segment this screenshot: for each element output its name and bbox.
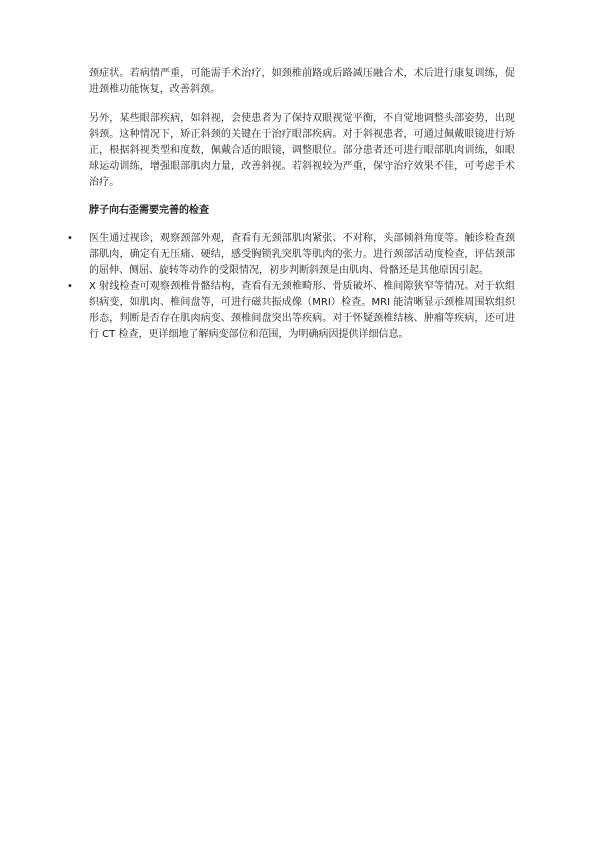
list-item-text: 医生通过视诊，观察颈部外观，查看有无颈部肌肉紧张、不对称，头部倾斜角度等。触诊检查颈部肌肉，确定有无压痛、硬结，感受胸锁乳突肌等肌肉的张力。进行颈部活动度检查，评估颈部的屈伸、侧屈、旋转等动作的受限情况，初步判断斜颈是由肌肉、骨骼还是其他原因引起。 — [89, 233, 515, 276]
eye-disease-paragraph: 另外，某些眼部疾病，如斜视，会使患者为了保持双眼视觉平衡，不自觉地调整头部姿势，出现斜颈。这种情况下，矫正斜颈的关键在于治疗眼部疾病。对于斜视患者，可通过佩戴眼镜进行矫正，根据斜视类型和度数，佩戴合适的眼镜，调整眼位。部分患者还可进行眼部肌肉训练，如眼球运动训练，增强眼部肌肉力量，改善斜视。若斜视较为严重，保守治疗效果不佳，可考虑手术治疗。 — [89, 113, 515, 188]
section-heading: 脖子向右歪需要完善的检查 — [89, 205, 209, 216]
list-item-text: X 射线检查可观察颈椎骨骼结构，查看有无颈椎畸形、骨质破坏、椎间隙狭窄等情况。对于软组织病变，如肌肉、椎间盘等，可进行磁共振成像（MRI）检查。MRI 能清晰显示颈椎周围软组织形态，判断是否存在肌肉病变、颈椎间盘突出等疾病。对于怀疑颈椎结核、肿瘤等疾病，还可进行 CT 检查，更详细地了解病变部位和范围，为明确病因提供详细信息。 — [89, 281, 515, 340]
list-item — [67, 279, 515, 343]
bullet-icon: • — [67, 281, 73, 292]
exam-list — [67, 231, 515, 343]
bullet-icon: • — [67, 233, 73, 244]
document-body — [67, 66, 515, 343]
intro-paragraph: 颈症状。若病情严重，可能需手术治疗，如颈椎前路或后路减压融合术，术后进行康复训练，促进颈椎功能恢复，改善斜颈。 — [89, 68, 515, 95]
list-item — [67, 231, 515, 279]
